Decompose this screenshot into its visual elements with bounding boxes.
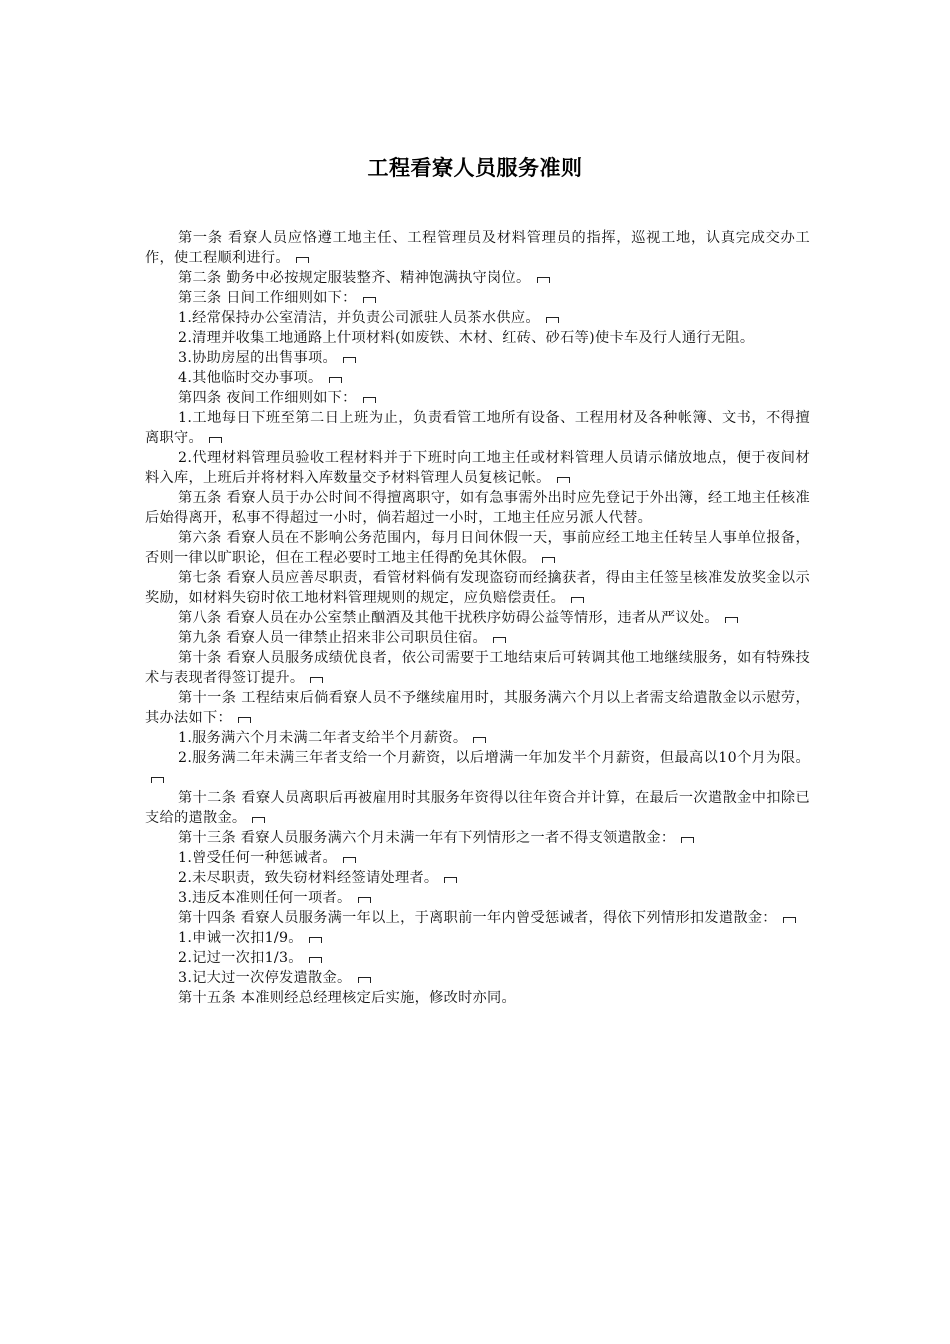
paragraph	[145, 368, 810, 388]
paragraph-text: 第十二条 看寮人员离职后再被雇用时其服务年资得以往年资合并计算，在最后一次遣散金中扣除已支给的遣散金。	[145, 790, 810, 826]
paragraph-mark-icon	[151, 777, 164, 783]
paragraph-mark-icon	[537, 277, 550, 283]
paragraph	[145, 408, 810, 448]
paragraph	[145, 568, 810, 608]
paragraph-text: 4.其他临时交办事项。	[178, 370, 323, 386]
paragraph-mark-icon	[358, 897, 371, 903]
paragraph-mark-icon	[209, 437, 222, 443]
paragraph-text: 3.协助房屋的出售事项。	[178, 350, 338, 366]
paragraph-text: 3.违反本准则任何一项者。	[178, 890, 352, 906]
paragraph-mark-icon	[444, 877, 457, 883]
paragraph	[145, 728, 810, 748]
paragraph-mark-icon	[725, 617, 738, 623]
paragraph	[145, 308, 810, 328]
paragraph-mark-icon	[363, 397, 376, 403]
paragraph	[145, 488, 810, 528]
paragraph-text: 第十一条 工程结束后倘看寮人员不予继续雇用时，其服务满六个月以上者需支给遣散金以示慰劳，其办法如下：	[145, 690, 810, 726]
paragraph	[145, 388, 810, 408]
paragraph-text: 1.申诫一次扣1/9。	[178, 930, 303, 946]
paragraph	[145, 908, 810, 928]
paragraph-text: 第十四条 看寮人员服务满一年以上，于离职前一年内曾受惩诫者，得依下列情形扣发遣散金：	[178, 910, 777, 926]
paragraph-text: 1.经常保持办公室清洁，并负责公司派驻人员茶水供应。	[178, 310, 540, 326]
paragraph-text: 2.未尽职责，致失窃材料经签请处理者。	[178, 870, 439, 886]
paragraph	[145, 988, 810, 1008]
paragraph-text: 第八条 看寮人员在办公室禁止酗酒及其他干扰秩序妨碍公益等情形，违者从严议处。	[178, 610, 719, 626]
paragraph-text: 第十五条 本准则经总经理核定后实施，修改时亦同。	[178, 990, 517, 1006]
paragraph-mark-icon	[681, 837, 694, 843]
paragraph	[145, 328, 810, 348]
paragraph	[145, 648, 810, 688]
paragraph-mark-icon	[473, 737, 486, 743]
paragraph-text: 第七条 看寮人员应善尽职责，看管材料倘有发现盗窃而经擒获者，得由主任签呈核准发放奖金以示奖励，如材料失窃时依工地材料管理规则的规定，应负赔偿责任。	[145, 570, 810, 606]
paragraph-text: 1.工地每日下班至第二日上班为止，负责看管工地所有设备、工程用材及各种帐簿、文书，不得擅离职守。	[145, 410, 810, 446]
paragraph-text: 第一条 看寮人员应恪遵工地主任、工程管理员及材料管理员的指挥，巡视工地，认真完成交办工作，使工程顺利进行。	[145, 230, 810, 266]
paragraph-text: 1.服务满六个月未满二年者支给半个月薪资。	[178, 730, 468, 746]
paragraph	[145, 788, 810, 828]
paragraph-text: 2.记过一次扣1/3。	[178, 950, 303, 966]
paragraph	[145, 828, 810, 848]
document-body	[145, 228, 810, 1008]
paragraph	[145, 348, 810, 368]
paragraph-mark-icon	[363, 297, 376, 303]
paragraph	[145, 628, 810, 648]
paragraph-text: 1.曾受任何一种惩诫者。	[178, 850, 338, 866]
paragraph-text: 第六条 看寮人员在不影响公务范围内，每月日间休假一天，事前应经工地主任转呈人事单位报备，否则一律以旷职论，但在工程必要时工地主任得酌免其休假。	[145, 530, 810, 566]
paragraph-mark-icon	[493, 637, 506, 643]
paragraph-text: 第二条 勤务中必按规定服装整齐、精神饱满执守岗位。	[178, 270, 531, 286]
paragraph	[145, 528, 810, 568]
paragraph	[145, 888, 810, 908]
paragraph	[145, 948, 810, 968]
paragraph-mark-icon	[238, 717, 251, 723]
page-title: 工程看寮人员服务准则	[367, 156, 583, 181]
paragraph-text: 第五条 看寮人员于办公时间不得擅离职守，如有急事需外出时应先登记于外出簿，经工地主任核准后始得离开，私事不得超过一小时，倘若超过一小时，工地主任应另派人代替。	[145, 490, 810, 526]
paragraph-text: 2.服务满二年未满三年者支给一个月薪资，以后增满一年加发半个月薪资，但最高以10个月为限。	[178, 750, 810, 766]
paragraph-text: 第九条 看寮人员一律禁止招来非公司职员住宿。	[178, 630, 488, 646]
paragraph	[145, 868, 810, 888]
paragraph-mark-icon	[546, 317, 559, 323]
paragraph-text: 第十条 看寮人员服务成绩优良者，依公司需要于工地结束后可转调其他工地继续服务，如有特殊技术与表现者得签订提升。	[145, 650, 810, 686]
paragraph-mark-icon	[296, 257, 309, 263]
paragraph	[145, 848, 810, 868]
paragraph	[145, 968, 810, 988]
paragraph-mark-icon	[252, 817, 265, 823]
paragraph-text: 2.清理并收集工地通路上什项材料(如废铁、木材、红砖、砂石等)使卡车及行人通行无阻。	[178, 330, 755, 346]
paragraph-text: 第十三条 看寮人员服务满六个月未满一年有下列情形之一者不得支领遣散金：	[178, 830, 676, 846]
paragraph	[145, 448, 810, 488]
paragraph-text: 第三条 日间工作细则如下：	[178, 290, 357, 306]
paragraph	[145, 748, 810, 788]
paragraph-mark-icon	[343, 357, 356, 363]
paragraph-mark-icon	[310, 677, 323, 683]
paragraph-mark-icon	[309, 937, 322, 943]
paragraph	[145, 688, 810, 728]
paragraph-mark-icon	[343, 857, 356, 863]
paragraph-text: 3.记大过一次停发遣散金。	[178, 970, 352, 986]
paragraph-mark-icon	[783, 917, 796, 923]
paragraph	[145, 608, 810, 628]
paragraph-mark-icon	[557, 477, 570, 483]
paragraph-text: 2.代理材料管理员验收工程材料并于下班时向工地主任或材料管理人员请示储放地点，便于夜间材料入库，上班后并将材料入库数量交予材料管理人员复核记帐。	[145, 450, 810, 486]
paragraph-mark-icon	[571, 597, 584, 603]
paragraph	[145, 928, 810, 948]
paragraph	[145, 268, 810, 288]
paragraph-mark-icon	[329, 377, 342, 383]
paragraph-text: 第四条 夜间工作细则如下：	[178, 390, 357, 406]
paragraph	[145, 288, 810, 308]
paragraph-mark-icon	[542, 557, 555, 563]
paragraph	[145, 228, 810, 268]
paragraph-mark-icon	[309, 957, 322, 963]
paragraph-mark-icon	[358, 977, 371, 983]
